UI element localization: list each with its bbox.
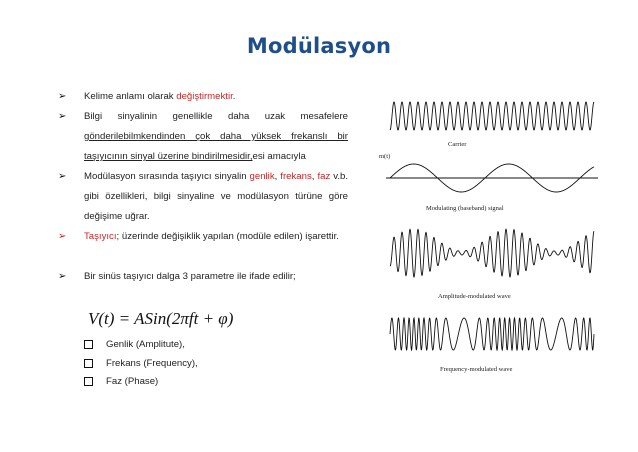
- parameter-list: [82, 336, 198, 392]
- m-label: m(t): [379, 153, 391, 160]
- bullet-text: Kelime anlamı olarak: [84, 91, 177, 102]
- checkbox-bullet-icon: [84, 377, 93, 386]
- arrow-bullet-icon: ➢: [58, 111, 67, 122]
- bullet-carrier: [58, 227, 348, 247]
- arrow-bullet-icon: ➢: [58, 271, 67, 282]
- bullet-properties: [58, 167, 348, 227]
- parameter-label: Faz (Phase): [106, 376, 159, 387]
- bullet-text: v.b. gibi özellikleri, bilgi sinyaline ve modülasyon türüne göre değişime uğrar.: [84, 171, 348, 222]
- highlight-text: faz: [317, 171, 331, 182]
- bullet-text: Bir sinüs taşıyıcı dalga 3 parametre ile ifade edilir;: [84, 271, 296, 282]
- am-wave: [390, 229, 594, 277]
- modulation-figure: [376, 98, 606, 380]
- bullet-definition: [58, 87, 348, 107]
- parameter-label: Frekans (Frequency),: [106, 357, 198, 369]
- underlined-text: gönderilebilmkendinden çok daha yüksek frekanslı bir: [84, 131, 348, 142]
- highlight-text: Taşıyıcı: [84, 231, 117, 242]
- parameter-label: Genlik (Amplitute),: [106, 339, 185, 350]
- highlight-text: genlik: [249, 171, 275, 182]
- arrow-bullet-icon: ➢: [58, 171, 67, 182]
- sine-formula: V(t) = ASin(2πft + φ): [88, 309, 234, 328]
- checkbox-bullet-icon: [84, 340, 93, 349]
- parameter-item: [82, 336, 198, 355]
- bullet-parameters: [58, 267, 348, 287]
- arrow-bullet-icon: ➢: [58, 231, 67, 242]
- caption-fm: Frequency-modulated wave: [440, 366, 513, 373]
- caption-am: Amplitude-modulated wave: [438, 293, 511, 300]
- bullet-text: Bilgi sinyalinin genellikle daha uzak mesafelere: [84, 111, 348, 122]
- parameter-item: [82, 355, 198, 374]
- bullet-text: ,: [274, 171, 281, 182]
- carrier-wave: [390, 102, 594, 130]
- highlight-text: değiştirmektir: [176, 91, 233, 102]
- checkbox-bullet-icon: [84, 359, 93, 368]
- parameter-item: [82, 373, 198, 392]
- bullet-text: Modülasyon sırasında taşıyıcı sinyalin: [84, 171, 250, 182]
- caption-modulating: Modulating (baseband) signal: [426, 205, 504, 212]
- bullet-text: esi amacıyla: [252, 151, 306, 162]
- bullet-explanation: [58, 107, 348, 167]
- fm-wave: [390, 318, 594, 350]
- bullet-list: [58, 87, 348, 287]
- bullet-text: ; üzerinde değişiklik yapılan (modüle edilen) işarettir.: [116, 231, 339, 242]
- bullet-text: ,: [311, 171, 315, 182]
- caption-carrier: Carrier: [448, 141, 467, 148]
- arrow-bullet-icon: ➢: [58, 91, 67, 102]
- underlined-text: taşıyıcının sinyal üzerine bindirilmesidir,: [84, 151, 253, 162]
- bullet-text: .: [232, 91, 236, 102]
- page-title: Modülasyon: [246, 34, 392, 58]
- highlight-text: frekans: [280, 171, 312, 182]
